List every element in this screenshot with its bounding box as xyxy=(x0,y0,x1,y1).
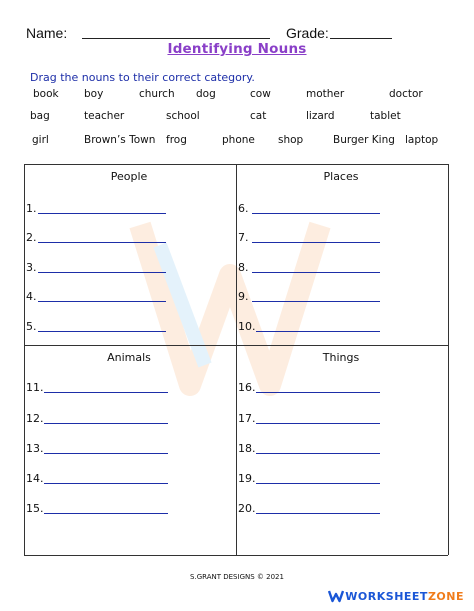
answer-field[interactable] xyxy=(38,213,166,214)
word-chip[interactable]: shop xyxy=(278,134,304,146)
name-field[interactable] xyxy=(82,38,270,39)
word-chip[interactable]: Brown’s Town xyxy=(84,134,156,146)
item-number: 1. xyxy=(26,202,37,215)
word-chip[interactable]: dog xyxy=(196,88,216,100)
word-chip[interactable]: tablet xyxy=(370,110,401,122)
word-chip[interactable]: book xyxy=(33,88,59,100)
category-title-people: People xyxy=(110,170,148,183)
item-number: 19. xyxy=(238,472,256,485)
item-number: 12. xyxy=(26,412,44,425)
answer-field[interactable] xyxy=(256,392,380,393)
footer-credit: S.GRANT DESIGNS © 2021 xyxy=(190,573,284,581)
answer-field[interactable] xyxy=(38,272,166,273)
answer-field[interactable] xyxy=(256,483,380,484)
word-chip[interactable]: school xyxy=(166,110,200,122)
answer-field[interactable] xyxy=(252,272,380,273)
watermark-logo xyxy=(110,185,360,445)
word-chip[interactable]: cat xyxy=(250,110,267,122)
item-number: 5. xyxy=(26,320,37,333)
word-chip[interactable]: cow xyxy=(250,88,271,100)
worksheetzone-logo-icon xyxy=(328,589,344,603)
answer-field[interactable] xyxy=(44,483,168,484)
answer-field[interactable] xyxy=(38,331,166,332)
grade-field[interactable] xyxy=(330,38,392,39)
item-number: 7. xyxy=(238,231,249,244)
item-number: 11. xyxy=(26,381,44,394)
answer-field[interactable] xyxy=(44,392,168,393)
item-number: 15. xyxy=(26,502,44,515)
item-number: 18. xyxy=(238,442,256,455)
item-number: 14. xyxy=(26,472,44,485)
brand-part-zone: ZONE xyxy=(427,590,464,603)
grade-label: Grade: xyxy=(286,25,329,41)
instructions: Drag the nouns to their correct category. xyxy=(30,71,255,84)
item-number: 9. xyxy=(238,290,249,303)
answer-field[interactable] xyxy=(256,453,380,454)
word-chip[interactable]: lizard xyxy=(306,110,335,122)
word-chip[interactable]: church xyxy=(139,88,175,100)
word-chip[interactable]: bag xyxy=(30,110,50,122)
answer-field[interactable] xyxy=(38,242,166,243)
brand-part-worksheet: WORKSHEET xyxy=(345,590,428,603)
word-chip[interactable]: girl xyxy=(32,134,49,146)
item-number: 3. xyxy=(26,261,37,274)
category-title-things: Things xyxy=(322,351,360,364)
answer-field[interactable] xyxy=(252,242,380,243)
item-number: 16. xyxy=(238,381,256,394)
item-number: 6. xyxy=(238,202,249,215)
item-number: 10. xyxy=(238,320,256,333)
grid-border-bottom xyxy=(24,555,448,556)
word-chip[interactable]: Burger King xyxy=(333,134,395,146)
word-chip[interactable]: boy xyxy=(84,88,104,100)
item-number: 17. xyxy=(238,412,256,425)
category-title-places: Places xyxy=(323,170,359,183)
answer-field[interactable] xyxy=(44,453,168,454)
word-chip[interactable]: teacher xyxy=(84,110,125,122)
word-chip[interactable]: mother xyxy=(306,88,345,100)
answer-field[interactable] xyxy=(256,513,380,514)
page-title: Identifying Nouns xyxy=(167,41,307,57)
item-number: 20. xyxy=(238,502,256,515)
brand-wordmark[interactable] xyxy=(345,590,464,603)
word-chip[interactable]: frog xyxy=(166,134,187,146)
item-number: 13. xyxy=(26,442,44,455)
answer-field[interactable] xyxy=(38,301,166,302)
answer-field[interactable] xyxy=(44,423,168,424)
item-number: 2. xyxy=(26,231,37,244)
word-chip[interactable]: laptop xyxy=(405,134,439,146)
answer-field[interactable] xyxy=(252,301,380,302)
answer-field[interactable] xyxy=(252,213,380,214)
grid-border-right xyxy=(448,164,449,555)
answer-field[interactable] xyxy=(44,513,168,514)
word-chip[interactable]: doctor xyxy=(389,88,423,100)
category-title-animals: Animals xyxy=(107,351,151,364)
item-number: 8. xyxy=(238,261,249,274)
item-number: 4. xyxy=(26,290,37,303)
answer-field[interactable] xyxy=(256,331,380,332)
word-chip[interactable]: phone xyxy=(222,134,255,146)
name-label: Name: xyxy=(26,25,68,41)
answer-field[interactable] xyxy=(256,423,380,424)
